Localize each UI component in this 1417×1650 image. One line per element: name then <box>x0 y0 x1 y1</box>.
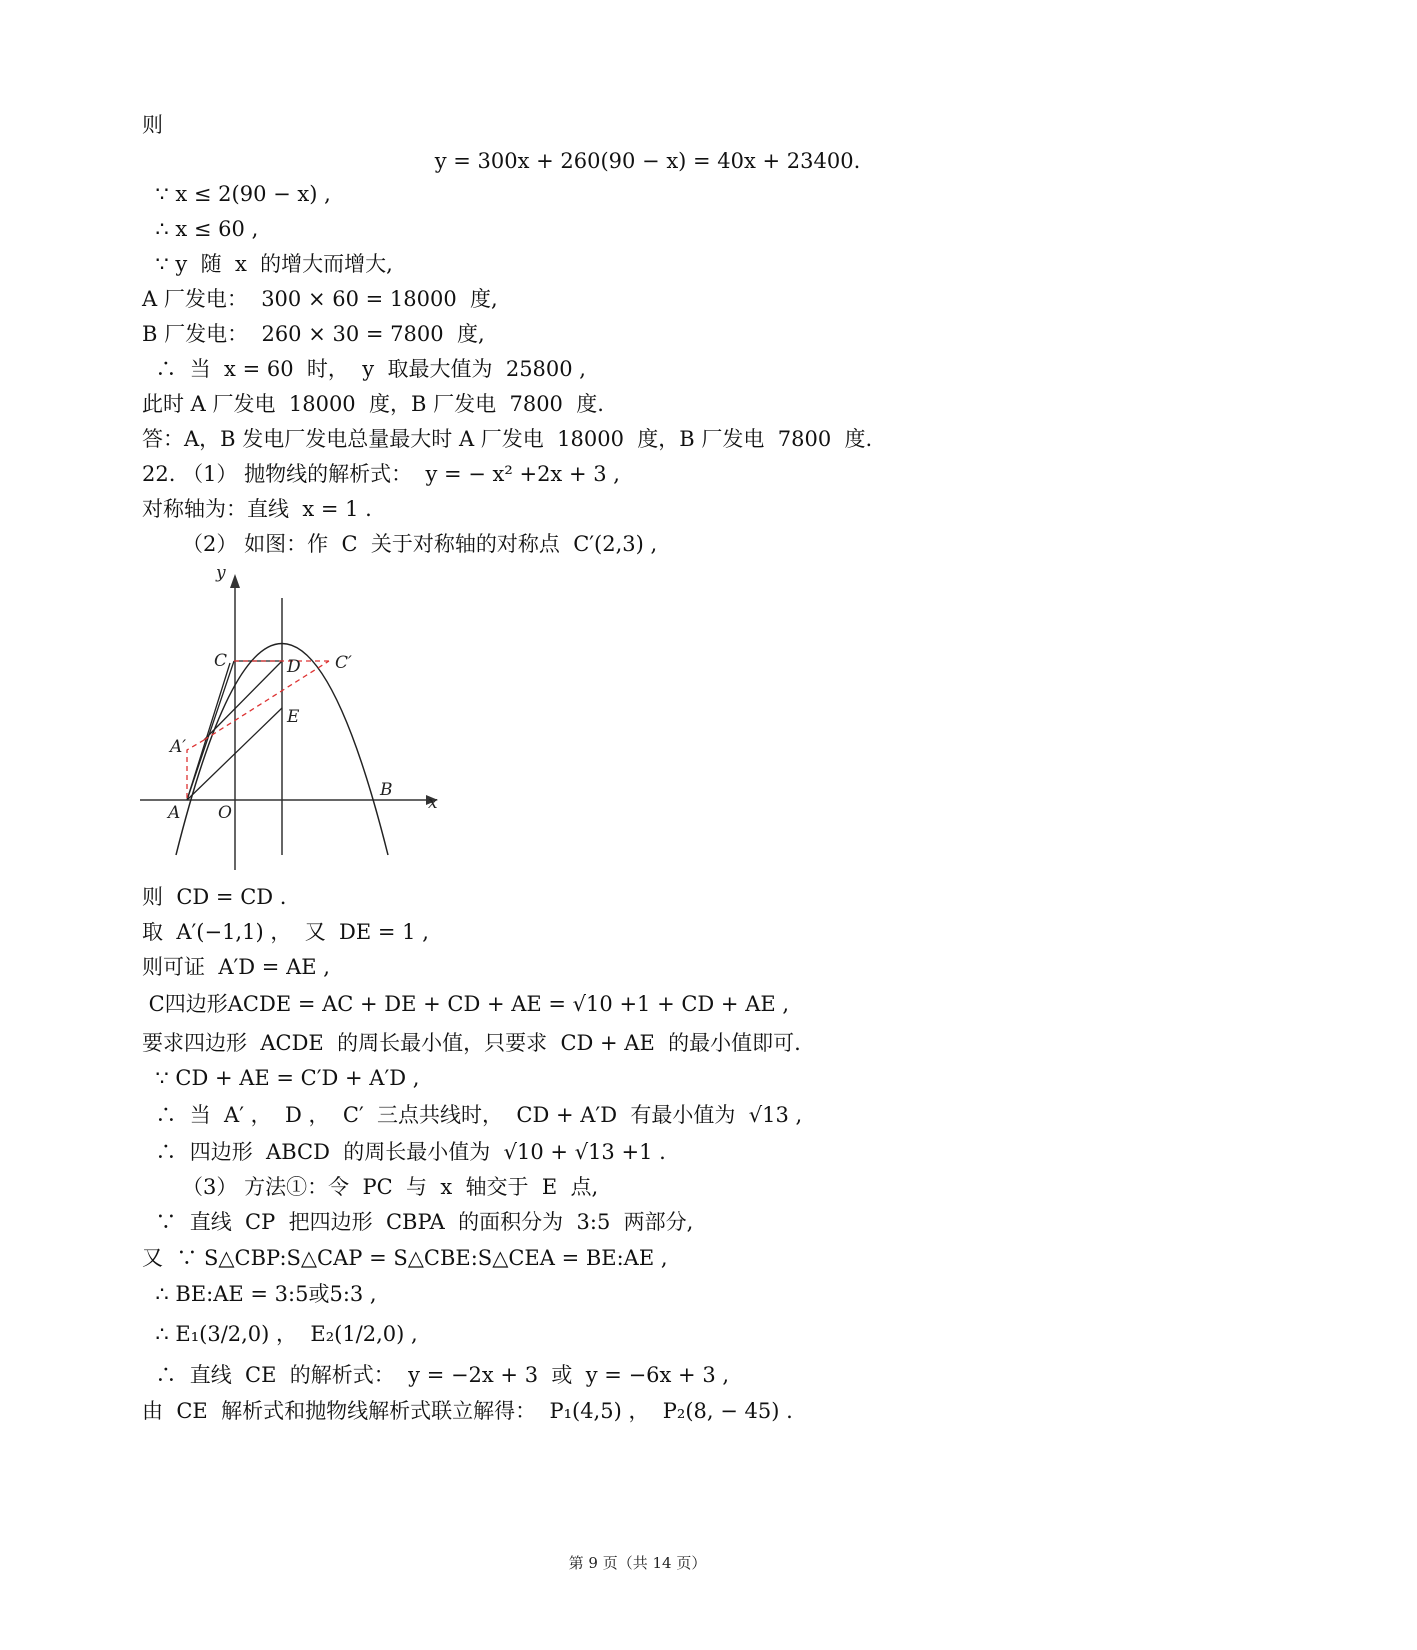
text-line-3: ∵ x ≤ 2(90 − x) , <box>142 182 331 206</box>
text-line-18: 要求四边形 ACDE 的周长最小值，只要求 CD + AE 的最小值即可. <box>142 1031 801 1055</box>
answer-line: 答：A，B 发电厂发电总量最大时 A 厂发电 18000 度，B 厂发电 7800 度. <box>142 427 873 451</box>
text-line-5: ∵ y 随 x 的增大而增大, <box>142 252 393 276</box>
label-b: B <box>380 780 393 800</box>
text-line-15: 取 A′(−1,1) ， 又 DE = 1 , <box>142 920 429 944</box>
label-c-prime: C′ <box>335 653 352 673</box>
solution-p-points: 由 CE 解析式和抛物线解析式联立解得： P₁(4,5) ， P₂(8, − 45) . <box>142 1399 793 1423</box>
parabola-figure <box>140 563 450 870</box>
label-d: D <box>287 657 301 677</box>
dashed-a-a-prime <box>187 740 204 798</box>
dashed-a-prime-c-prime <box>204 661 329 740</box>
question-22-part2: （2） 如图：作 C 关于对称轴的对称点 C′(2,3) , <box>142 532 658 556</box>
label-a-prime: A′ <box>170 737 187 757</box>
question-22-part1: 22. （1） 抛物线的解析式： y = − x² +2x + 3 , <box>142 462 620 486</box>
text-line-21: ∴ 四边形 ABCD 的周长最小值为 √10 + √13 +1 . <box>142 1140 666 1164</box>
text-line-23: ∵ 直线 CP 把四边形 CBPA 的面积分为 3:5 两部分, <box>142 1210 694 1234</box>
text-line-7: B 厂发电： 260 × 30 = 7800 度, <box>142 322 485 346</box>
label-a: A <box>168 803 181 823</box>
text-line-19: ∵ CD + AE = C′D + A′D , <box>142 1066 420 1090</box>
text-line-4: ∴ x ≤ 60 , <box>142 217 259 241</box>
area-ratio-line: 又 ∵ S△CBP:S△CAP = S△CBE:S△CEA = BE:AE , <box>142 1246 668 1270</box>
text-line-14: 则 CD = CD . <box>142 885 287 909</box>
text-line-9: 此时 A 厂发电 18000 度，B 厂发电 7800 度. <box>142 392 604 416</box>
y-axis-arrow <box>230 574 240 588</box>
text-line-8: ∴ 当 x = 60 时， y 取最大值为 25800 , <box>142 357 586 381</box>
line-ce-equations: ∴ 直线 CE 的解析式： y = −2x + 3 或 y = −6x + 3 , <box>142 1363 730 1387</box>
text-line-1: 则 <box>142 113 163 137</box>
text-line-16: 则可证 A′D = AE , <box>142 955 330 979</box>
points-e-line: ∴ E₁(3/2,0) ， E₂(1/2,0) , <box>142 1322 418 1346</box>
label-e: E <box>287 707 300 727</box>
label-y: y <box>216 563 226 583</box>
page-footer: 第 9 页（共 14 页） <box>568 1554 707 1572</box>
label-x: x <box>428 793 438 813</box>
axis-of-symmetry-line: 对称轴为：直线 x = 1 . <box>142 497 372 521</box>
perimeter-formula: C四边形ACDE = AC + DE + CD + AE = √10 +1 + CD + AE , <box>142 992 790 1016</box>
text-line-20: ∴ 当 A′ ， D ， C′ 三点共线时， CD + A′D 有最小值为 √13 , <box>142 1103 803 1127</box>
label-o: O <box>218 803 232 823</box>
question-22-part3: （3） 方法①：令 PC 与 x 轴交于 E 点, <box>142 1175 599 1199</box>
text-line-25: ∴ BE:AE = 3:5或5:3 , <box>142 1282 377 1306</box>
equation-y: y = 300x + 260(90 − x) = 40x + 23400. <box>434 149 861 173</box>
text-line-6: A 厂发电： 300 × 60 = 18000 度, <box>142 287 498 311</box>
label-c: C <box>214 651 228 671</box>
